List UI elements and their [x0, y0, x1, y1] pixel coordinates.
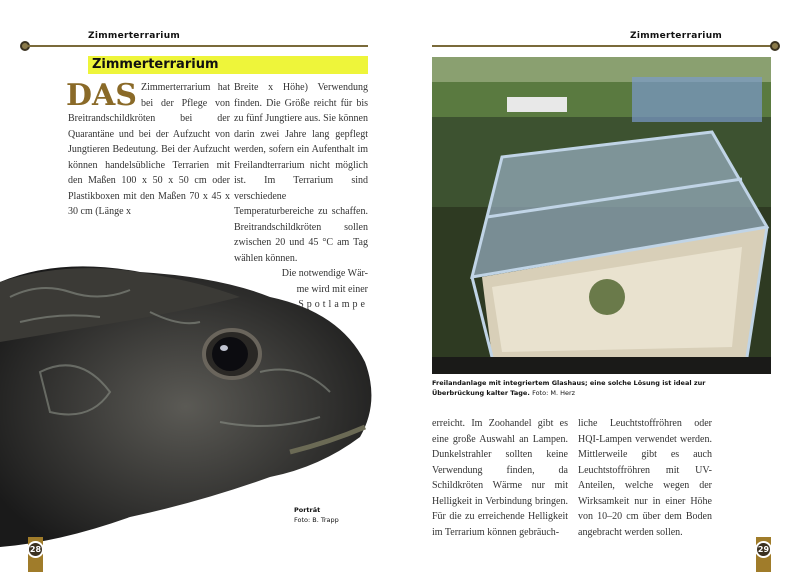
caption-credit: Foto: M. Herz	[532, 389, 576, 397]
right-column-2: liche Leuchtstoffröhren oder HQI-Lampen verwendet werden. Mittlerweile gibt es auch Leuchtstoffröhren mit UV-Anteilen, welche wegen der Wirksamkeit nur in einer Höhe von 10–20 cm über dem Boden angebracht werden sollen.	[578, 418, 712, 538]
left-column-2	[234, 80, 368, 313]
caption-title: Porträt	[294, 506, 321, 514]
drop-cap: DAS	[66, 78, 137, 113]
header-rule-left	[28, 45, 368, 47]
right-column-1: erreicht. Im Zoohandel gibt es eine große Auswahl an Lampen. Dunkelstrahler sollten keine Verwendung finden, da Schildkröten Wärme nur mit Helligkeit in Verbindung bringen. Für die zu erreichende Helligkeit im Terrarium können gebräuch-	[432, 418, 568, 538]
running-head-left: Zimmerterrarium	[88, 31, 181, 41]
header-rule-right	[432, 45, 772, 47]
body-text: Breite x Höhe) Verwendung finden. Die Größe reicht für bis zu fünf Jungtiere aus. Sie können darin zwei Jahre lang gepflegt werden, sofern ein Aufenthalt im Freilandterrarium nicht möglich ist. Im Terrarium sind verschiedene Temperaturbereiche zu schaffen. Breitrandschildkröten sollen zwischen 20 und 45 °C am Tag wählen können.	[234, 82, 368, 264]
page-number-tab-right	[756, 537, 771, 572]
caption-text: Freilandanlage mit integriertem Glashaus; eine solche Lösung ist ideal zur Überbrückung kalter Tage.	[432, 379, 706, 397]
outdoor-enclosure-photo	[432, 57, 771, 374]
portrait-caption	[294, 505, 339, 525]
caption-credit: Foto: B. Trapp	[294, 516, 339, 524]
text-line: me wird mit einer	[296, 283, 368, 295]
section-title: Zimmerterrarium	[88, 56, 368, 74]
photo-caption	[432, 378, 722, 398]
text-line: Die notwendige Wär-	[281, 268, 368, 279]
page-number-right: 29	[755, 541, 772, 558]
running-head-right: Zimmerterrarium	[630, 31, 723, 41]
text-line: Spotlampe	[298, 299, 368, 310]
page-number-left: 28	[27, 541, 44, 558]
page-number-tab-left	[28, 537, 43, 572]
left-column-1	[68, 80, 230, 220]
body-text: Zimmerterrarium hat bei der Pflege von Breitrandschildkröten bei der Quarantäne und bei der Aufzucht von Jungtieren Bedeutung. Bei der Aufzucht können handelsübliche Terrarien mit den Maßen 100 x 50 x 50 cm oder Plastikboxen mit den Maßen 70 x 45 x 30 cm (Länge x	[68, 82, 230, 217]
rule-ornament-right	[770, 41, 780, 51]
body-text-tail	[234, 266, 368, 313]
